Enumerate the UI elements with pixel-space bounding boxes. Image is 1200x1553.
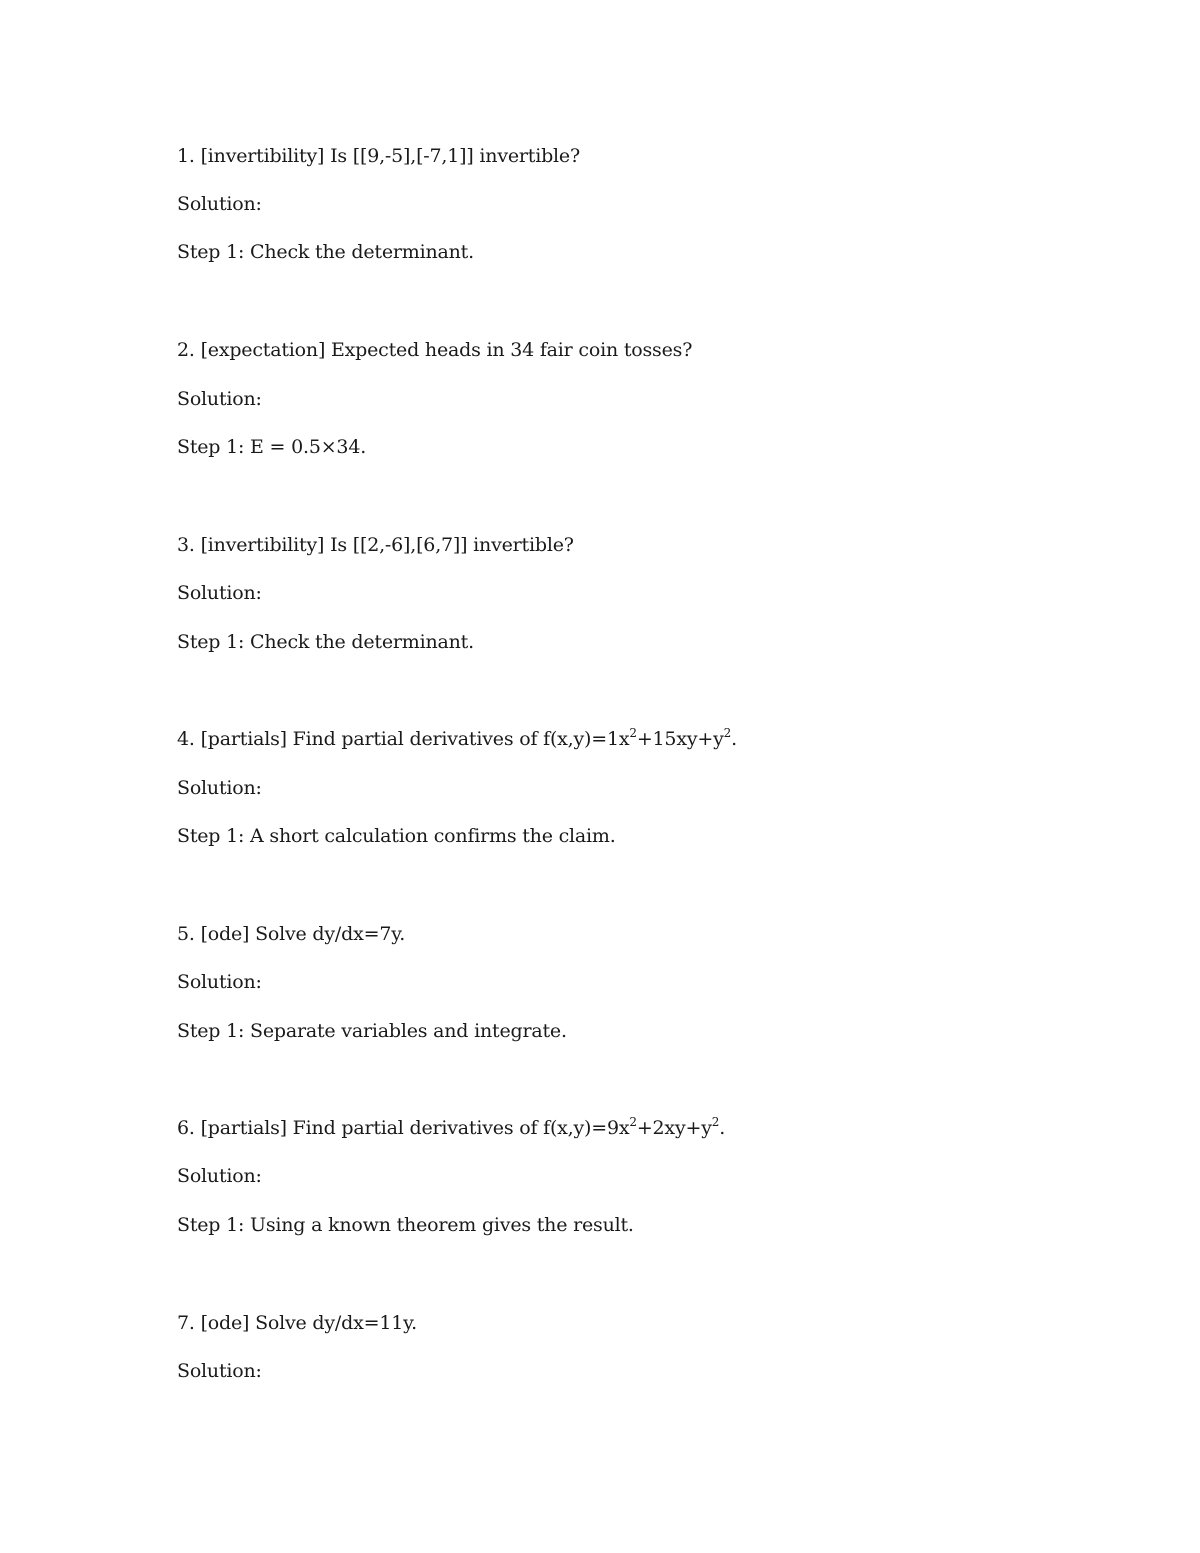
problem-4-question xyxy=(177,727,737,751)
problem-7-question: 7. [ode] Solve dy/dx=11y. xyxy=(177,1312,417,1334)
problem-6-exponent-1: 2 xyxy=(629,1115,637,1129)
problem-4-exponent-2: 2 xyxy=(723,726,732,740)
problem-5-solution-label: Solution: xyxy=(177,971,262,993)
problem-1-step-1: Step 1: Check the determinant. xyxy=(177,241,474,263)
problem-5-step-1: Step 1: Separate variables and integrate. xyxy=(177,1020,567,1042)
problem-2-solution-label: Solution: xyxy=(177,388,262,410)
problem-3-solution-label: Solution: xyxy=(177,582,262,604)
problem-2-question: 2. [expectation] Expected heads in 34 fair coin tosses? xyxy=(177,339,693,361)
problem-2-step-1: Step 1: E = 0.5×34. xyxy=(177,436,367,458)
problem-1-solution-label: Solution: xyxy=(177,193,262,215)
problem-6-question xyxy=(177,1116,725,1140)
problem-6-exponent-2: 2 xyxy=(711,1115,720,1129)
problem-4-exponent-1: 2 xyxy=(629,726,637,740)
problem-3-question: 3. [invertibility] Is [[2,-6],[6,7]] invertible? xyxy=(177,534,574,556)
problem-1-question: 1. [invertibility] Is [[9,-5],[-7,1]] invertible? xyxy=(177,145,580,167)
problem-4-question-mid: +15xy+y xyxy=(636,728,724,750)
problem-5-question: 5. [ode] Solve dy/dx=7y. xyxy=(177,923,406,945)
problem-7-solution-label: Solution: xyxy=(177,1360,262,1382)
problem-6-question-end: . xyxy=(719,1117,726,1139)
problem-4-solution-label: Solution: xyxy=(177,777,262,799)
problem-6-question-text: 6. [partials] Find partial derivatives of f(x,y)=9x xyxy=(177,1117,630,1139)
problem-4-step-1: Step 1: A short calculation confirms the claim. xyxy=(177,825,616,847)
problem-3-step-1: Step 1: Check the determinant. xyxy=(177,631,474,653)
problem-4-question-end: . xyxy=(731,728,737,750)
problem-4-question-text: 4. [partials] Find partial derivatives of f(x,y)=1x xyxy=(177,728,630,750)
problem-6-question-mid: +2xy+y xyxy=(636,1117,712,1139)
problem-6-solution-label: Solution: xyxy=(177,1165,262,1187)
problem-6-step-1: Step 1: Using a known theorem gives the result. xyxy=(177,1214,634,1236)
